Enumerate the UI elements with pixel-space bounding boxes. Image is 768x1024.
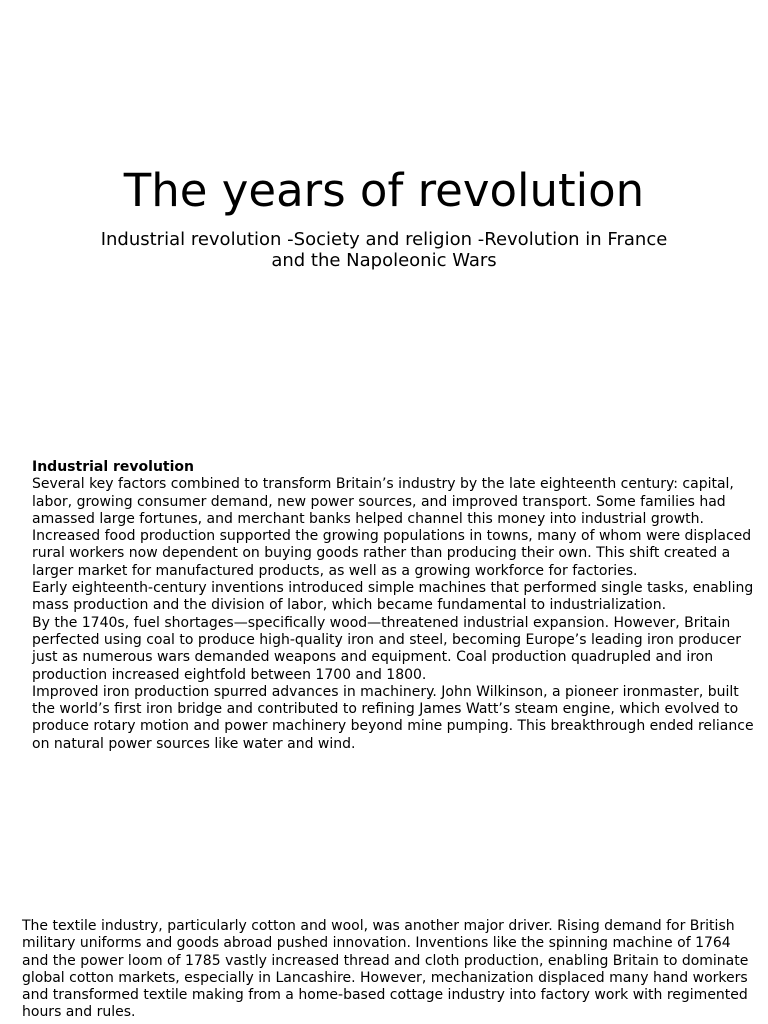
textile-section	[22, 918, 752, 1022]
page-title: The years of revolution	[123, 164, 645, 217]
industrial-revolution-section	[32, 459, 756, 753]
section-paragraph-coal-iron: By the 1740s, fuel shortages—specifically wood—threatened industrial expansion. However, Britain perfected using coal to produce high-quality iron and steel, becoming Europe’s leading iron producer just as numerous wars demanded weapons and equipment. Coal production quadrupled and iron production increased eightfold between 1700 and 1800.	[32, 614, 741, 683]
continuation-paragraph-textile: The textile industry, particularly cotton and wool, was another major driver. Rising demand for British military uniforms and goods abroad pushed innovation. Inventions like the spinning machine of 1764 and the power loom of 1785 vastly increased thread and cloth production, enabling Britain to dominate global cotton markets, especially in Lancashire. However, mechanization displaced many hand workers and transformed textile making from a home-based cottage industry into factory work with regimented hours and rules.	[22, 918, 749, 1021]
section-paragraph-inventions: Early eighteenth-century inventions introduced simple machines that performed single tasks, enabling mass production and the division of labor, which became fundamental to industrialization.	[32, 580, 754, 614]
page-subtitle: Industrial revolution -Society and religion -Revolution in France and the Napoleonic Wars	[100, 229, 668, 271]
section-paragraph-capital: Several key factors combined to transform Britain’s industry by the late eighteenth century: capital, labor, growing consumer demand, new power sources, and improved transport. Some families had amassed large fortunes, and merchant banks helped channel this money into industrial growth.	[32, 476, 734, 527]
section-heading: Industrial revolution	[32, 459, 194, 475]
section-paragraph-machinery: Improved iron production spurred advances in machinery. John Wilkinson, a pioneer ironmaster, built the world’s first iron bridge and contributed to refining James Watt’s steam engine, which evolved to produce rotary motion and power machinery beyond mine pumping. This breakthrough ended reliance on natural power sources like water and wind.	[32, 683, 754, 752]
section-paragraph-food-production: Increased food production supported the growing populations in towns, many of whom were displaced rural workers now dependent on buying goods rather than producing their own. This shift created a larger market for manufactured products, as well as a growing workforce for factories.	[32, 528, 752, 579]
